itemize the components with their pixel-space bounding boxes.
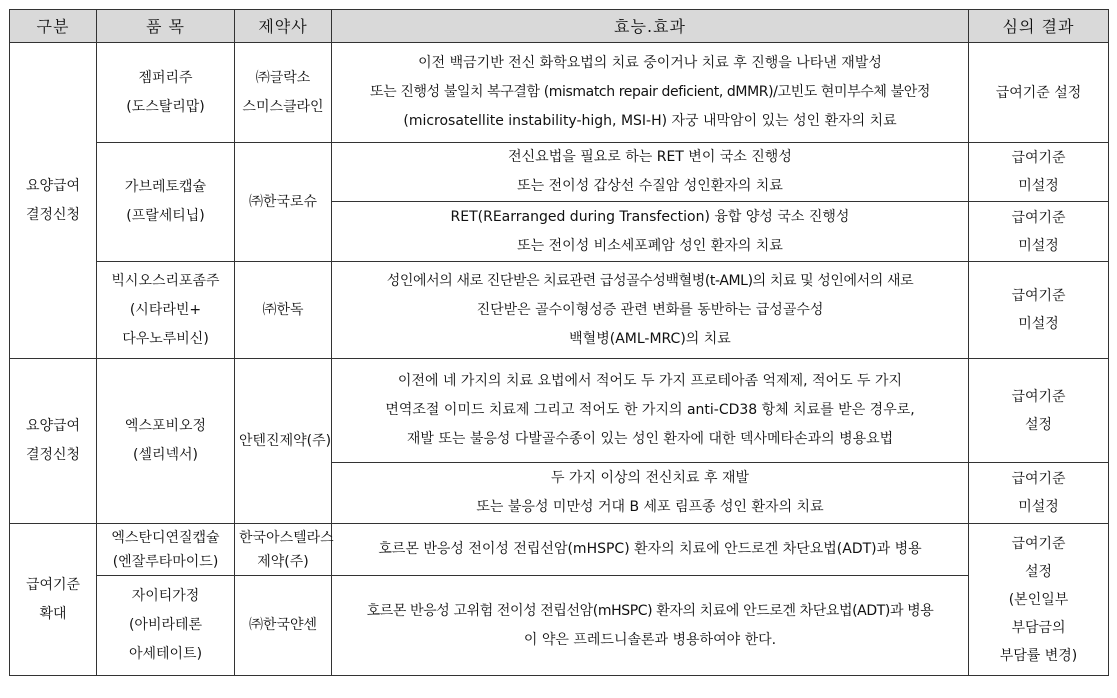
efficacy-cell [332, 463, 969, 524]
cell-line: 급여기준 [1011, 388, 1066, 405]
header-category: 구분 [10, 10, 97, 43]
cell-line: 급여기준 [1011, 209, 1066, 226]
cell-line: 부담금의 [1011, 619, 1066, 636]
cell-line: 급여기준 [25, 576, 81, 593]
header-row [10, 10, 1109, 43]
efficacy-cell [332, 143, 969, 202]
table-row [10, 262, 1109, 359]
cell-line: 미설정 [1018, 178, 1059, 194]
cell-line: 이전에 네 가지의 치료 요법에서 적어도 두 가지 프로테아좀 억제제, 적어도 두 가지 [397, 373, 903, 389]
cell-line: 아세테이트) [128, 646, 203, 662]
cell-line: 급여기준 [1011, 535, 1066, 552]
table-row [10, 43, 1109, 143]
cell-line: 빅시오스리포좀주 [111, 272, 220, 289]
table-row [10, 576, 1109, 676]
cell-line: (프랄세티닙) [126, 208, 205, 224]
result-cell [969, 43, 1109, 143]
header-company: 제약사 [235, 10, 332, 43]
cell-line: 진단받은 골수이형성증 관련 변화를 동반하는 급성골수성 [476, 301, 824, 318]
cell-line: 또는 전이성 갑상선 수질암 성인환자의 치료 [517, 178, 783, 194]
cell-line: 미설정 [1018, 316, 1059, 332]
cell-line: (엔잘루타마이드) [112, 553, 219, 570]
result-cell [969, 463, 1109, 524]
cell-line: 가브레토캡슐 [124, 179, 207, 195]
header-efficacy: 효능.효과 [332, 10, 969, 43]
cell-line: 이 약은 프레드니솔론과 병용하여야 한다. [523, 631, 777, 648]
cell-line: 요양급여 [25, 177, 81, 194]
cell-line: 또는 전이성 비소세포폐암 성인 환자의 치료 [517, 237, 783, 254]
efficacy-cell [332, 359, 969, 463]
cell-line: 확대 [39, 605, 67, 622]
efficacy-cell [332, 43, 969, 143]
company-cell [235, 262, 332, 359]
cell-line: 전신요법을 필요로 하는 RET 변이 국소 진행성 [508, 149, 792, 165]
company-cell [235, 524, 332, 576]
category-cell [10, 524, 97, 676]
cell-line: 엑스포비오정 [124, 418, 207, 434]
cell-line: 안텐진제약(주) [239, 432, 332, 449]
product-cell [97, 359, 235, 524]
review-results-table [9, 9, 1109, 676]
company-cell [235, 43, 332, 143]
cell-line: 스미스클라인 [242, 98, 324, 115]
company-cell [235, 359, 332, 524]
cell-line: (셀리넥서) [132, 447, 199, 463]
cell-line: 요양급여 [25, 418, 81, 434]
cell-line: 다우노루비신) [122, 330, 209, 347]
result-cell [969, 359, 1109, 463]
cell-line: (아비라테론 [128, 617, 203, 633]
cell-line: ㈜글락소 [255, 69, 311, 86]
cell-line: 결정신청 [25, 206, 81, 223]
table-row [10, 359, 1109, 463]
cell-line: (microsatellite instability-high, MSI-H) 자궁 내막암이 있는 성인 환자의 치료 [403, 113, 897, 129]
cell-line: (시타라빈+ [129, 301, 202, 318]
cell-line: 두 가지 이상의 전신치료 후 재발 [550, 470, 750, 486]
cell-line: 부담률 변경) [999, 647, 1078, 664]
company-cell [235, 143, 332, 262]
product-cell [97, 524, 235, 576]
product-cell [97, 143, 235, 262]
result-cell [969, 143, 1109, 202]
cell-line: 호르몬 반응성 고위험 전이성 전립선암(mHSPC) 환자의 치료에 안드로겐 차단요법(ADT)과 병용 [366, 602, 934, 619]
cell-line: 또는 진행성 불일치 복구결함 (mismatch repair deficient, dMMR)/고빈도 현미부수체 불안정 [370, 84, 930, 100]
efficacy-cell [332, 524, 969, 576]
table-row [10, 524, 1109, 576]
header-result: 심의 결과 [969, 10, 1109, 43]
cell-line: 이전 백금기반 전신 화학요법의 치료 중이거나 치료 후 진행을 나타낸 재발성 [418, 55, 882, 71]
cell-line: 급여기준 [1011, 288, 1066, 304]
cell-line: 미설정 [1018, 237, 1059, 254]
cell-line: 급여기준 [1011, 471, 1066, 487]
cell-line: 재발 또는 불응성 다발골수종이 있는 성인 환자에 대한 덱사메타손과의 병용요법 [406, 431, 894, 447]
cell-line: 호르몬 반응성 전이성 전립선암(mHSPC) 환자의 치료에 안드로겐 차단요법(ADT)과 병용 [378, 541, 922, 557]
cell-line: 결정신청 [25, 447, 81, 463]
cell-line: ㈜한독 [262, 301, 304, 318]
cell-line: 한국아스텔라스 [239, 529, 334, 546]
cell-line: 설정 [1024, 563, 1053, 580]
cell-line: RET(REarranged during Transfection) 융합 양성 국소 진행성 [450, 208, 850, 225]
cell-line: 엑스탄디연질캡슐 [111, 529, 220, 546]
cell-line: 자이티가정 [131, 588, 200, 604]
cell-line: 미설정 [1018, 499, 1059, 515]
cell-line: 설정 [1024, 416, 1053, 433]
cell-line: ㈜한국얀센 [248, 617, 318, 633]
cell-line: (도스탈리맙) [126, 98, 205, 115]
cell-line: ㈜한국로슈 [248, 193, 318, 210]
category-cell [10, 43, 97, 359]
result-cell [969, 202, 1109, 262]
cell-line: 급여기준 [1011, 150, 1066, 166]
efficacy-cell [332, 262, 969, 359]
result-cell [969, 262, 1109, 359]
product-cell [97, 43, 235, 143]
cell-line: 성인에서의 새로 진단받은 치료관련 급성골수성백혈병(t-AML)의 치료 및 성인에서의 새로 [386, 272, 914, 289]
cell-line: 젬퍼리주 [138, 69, 193, 86]
company-cell [235, 576, 332, 676]
table-row [10, 143, 1109, 202]
header-product: 품 목 [97, 10, 235, 43]
cell-line: (본인일부 [1008, 591, 1069, 608]
cell-line: 제약(주) [257, 553, 309, 570]
cell-line: 급여기준 설정 [995, 84, 1082, 101]
cell-line: 면역조절 이미드 치료제 그리고 적어도 한 가지의 anti-CD38 항체 치료를 받은 경우로, [385, 402, 915, 418]
cell-line: 또는 불응성 미만성 거대 B 세포 림프종 성인 환자의 치료 [476, 499, 824, 515]
product-cell [97, 576, 235, 676]
efficacy-cell [332, 202, 969, 262]
efficacy-cell [332, 576, 969, 676]
product-cell [97, 262, 235, 359]
cell-line: 백혈병(AML-MRC)의 치료 [569, 330, 731, 347]
result-cell [969, 524, 1109, 676]
category-cell [10, 359, 97, 524]
